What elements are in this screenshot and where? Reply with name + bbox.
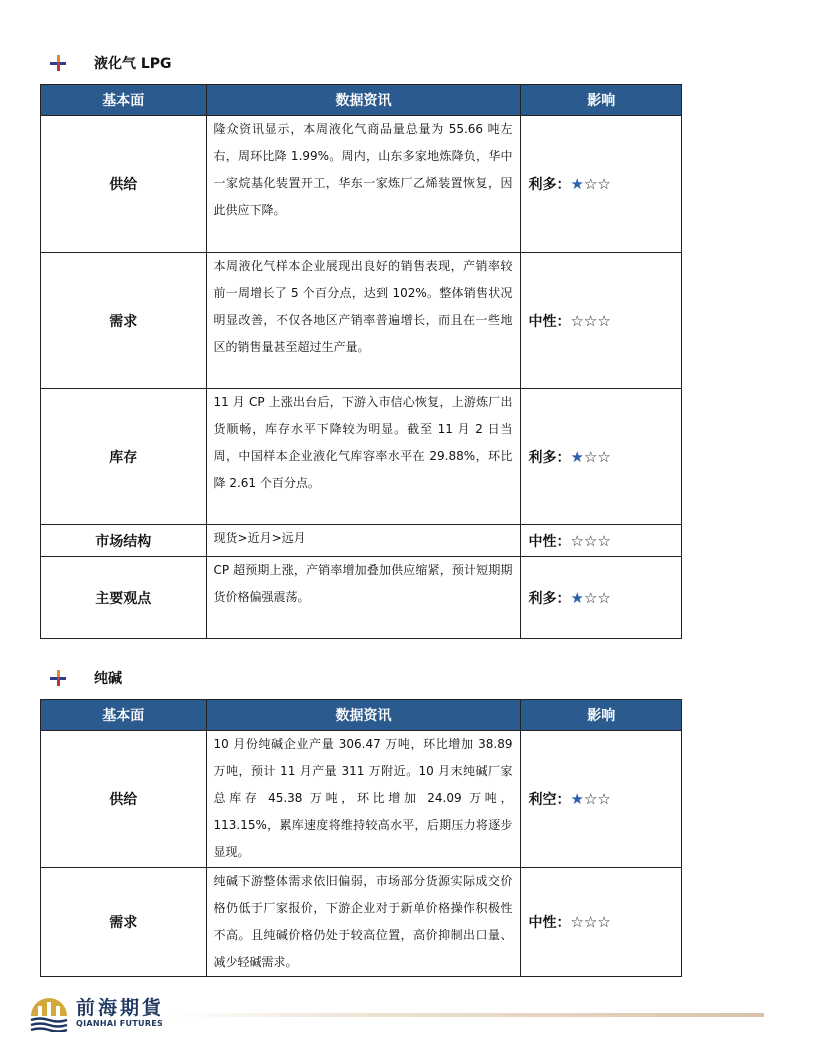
table-row <box>41 253 682 389</box>
impact-label: 利多： <box>528 590 571 607</box>
bullet-cross-icon <box>48 53 68 73</box>
impact-label: 中性： <box>528 915 571 931</box>
header-impact: 影响 <box>521 700 682 731</box>
star-empty-icon: ☆☆☆ <box>570 913 611 931</box>
lpg-table <box>40 84 682 639</box>
star-filled-icon: ★ <box>570 447 584 466</box>
impact-label: 利多： <box>528 449 571 466</box>
row-info: 隆众资讯显示，本周液化气商品量总量为 55.66 吨左右，周环比降 1.99%。周内，山东多家地炼降负，华中一家烷基化装置开工，华东一家炼厂乙烯装置恢复，因此供应下降。 <box>206 116 521 253</box>
star-empty-icon: ☆☆ <box>583 790 611 808</box>
row-impact <box>521 389 682 525</box>
qianhai-logo-icon <box>28 992 70 1032</box>
footer-divider <box>170 1013 764 1017</box>
star-empty-icon: ☆☆ <box>583 175 611 193</box>
row-impact <box>521 525 682 557</box>
logo-chinese: 前海期貨 <box>76 996 165 1019</box>
impact-label: 中性： <box>528 313 571 330</box>
section-label: 液化气 LPG <box>94 56 172 72</box>
header-info: 数据资讯 <box>206 85 521 116</box>
row-info: 10 月份纯碱企业产量 306.47 万吨，环比增加 38.89 万吨，预计 11 月产量 311 万附近。10 月末纯碱厂家总库存 45.38 万吨，环比增加 24.09 万吨， 113.15%，累库速度将维持较高水平，后期压力将逐步显现。 <box>206 731 521 868</box>
star-filled-icon: ★ <box>570 175 584 193</box>
star-empty-icon: ☆☆☆ <box>570 311 611 330</box>
table-row <box>41 868 682 977</box>
bullet-cross-icon <box>48 668 68 688</box>
row-info: 纯碱下游整体需求依旧偏弱，市场部分货源实际成交价格仍低于厂家报价，下游企业对于新单价格操作积极性不高。且纯碱价格仍处于较高位置，高价抑制出口量、减少轻碱需求。 <box>206 868 521 977</box>
table-row <box>41 731 682 868</box>
row-impact <box>521 116 682 253</box>
star-empty-icon: ☆☆☆ <box>570 531 611 550</box>
row-info: CP 超预期上涨，产销率增加叠加供应缩紧，预计短期期货价格偏强震荡。 <box>206 557 521 639</box>
row-impact <box>521 731 682 868</box>
impact-label: 中性： <box>528 533 571 550</box>
row-basic: 库存 <box>41 389 207 525</box>
table-row <box>41 116 682 253</box>
header-basic: 基本面 <box>41 85 207 116</box>
row-impact <box>521 557 682 639</box>
soda-ash-table <box>40 699 682 977</box>
header-impact: 影响 <box>521 85 682 116</box>
row-basic: 需求 <box>41 253 207 389</box>
section-label: 纯碱 <box>94 671 122 687</box>
row-basic: 供给 <box>41 731 207 868</box>
table-row <box>41 525 682 557</box>
star-filled-icon: ★ <box>570 790 584 808</box>
table-header-row <box>41 700 682 731</box>
row-basic: 主要观点 <box>41 557 207 639</box>
section-title-lpg <box>48 52 172 74</box>
logo-text <box>76 997 164 1028</box>
row-impact <box>521 253 682 389</box>
header-info: 数据资讯 <box>206 700 521 731</box>
table-row <box>41 389 682 525</box>
logo-english: QIANHAI FUTURES <box>76 1018 164 1028</box>
row-basic: 供给 <box>41 116 207 253</box>
row-info: 11 月 CP 上涨出台后，下游入市信心恢复，上游炼厂出货顺畅，库存水平下降较为明显。截至 11 月 2 日当周，中国样本企业液化气库容率水平在 29.88%，环比降 2.61 个百分点。 <box>206 389 521 525</box>
star-filled-icon: ★ <box>570 588 584 607</box>
impact-label: 利多： <box>528 177 571 193</box>
impact-label: 利空： <box>528 792 571 808</box>
star-empty-icon: ☆☆ <box>583 588 611 607</box>
header-basic: 基本面 <box>41 700 207 731</box>
table-header-row <box>41 85 682 116</box>
section-title-soda-ash <box>48 667 122 689</box>
footer-logo <box>28 992 164 1032</box>
row-info: 本周液化气样本企业展现出良好的销售表现，产销率较前一周增长了 5 个百分点，达到 102%。整体销售状况明显改善，不仅各地区产销率普遍增长，而且在一些地区的销售量甚至超过生产量。 <box>206 253 521 389</box>
table-row <box>41 557 682 639</box>
row-basic: 市场结构 <box>41 525 207 557</box>
row-info: 现货>近月>远月 <box>206 525 521 557</box>
row-basic: 需求 <box>41 868 207 977</box>
star-empty-icon: ☆☆ <box>583 447 611 466</box>
row-impact <box>521 868 682 977</box>
